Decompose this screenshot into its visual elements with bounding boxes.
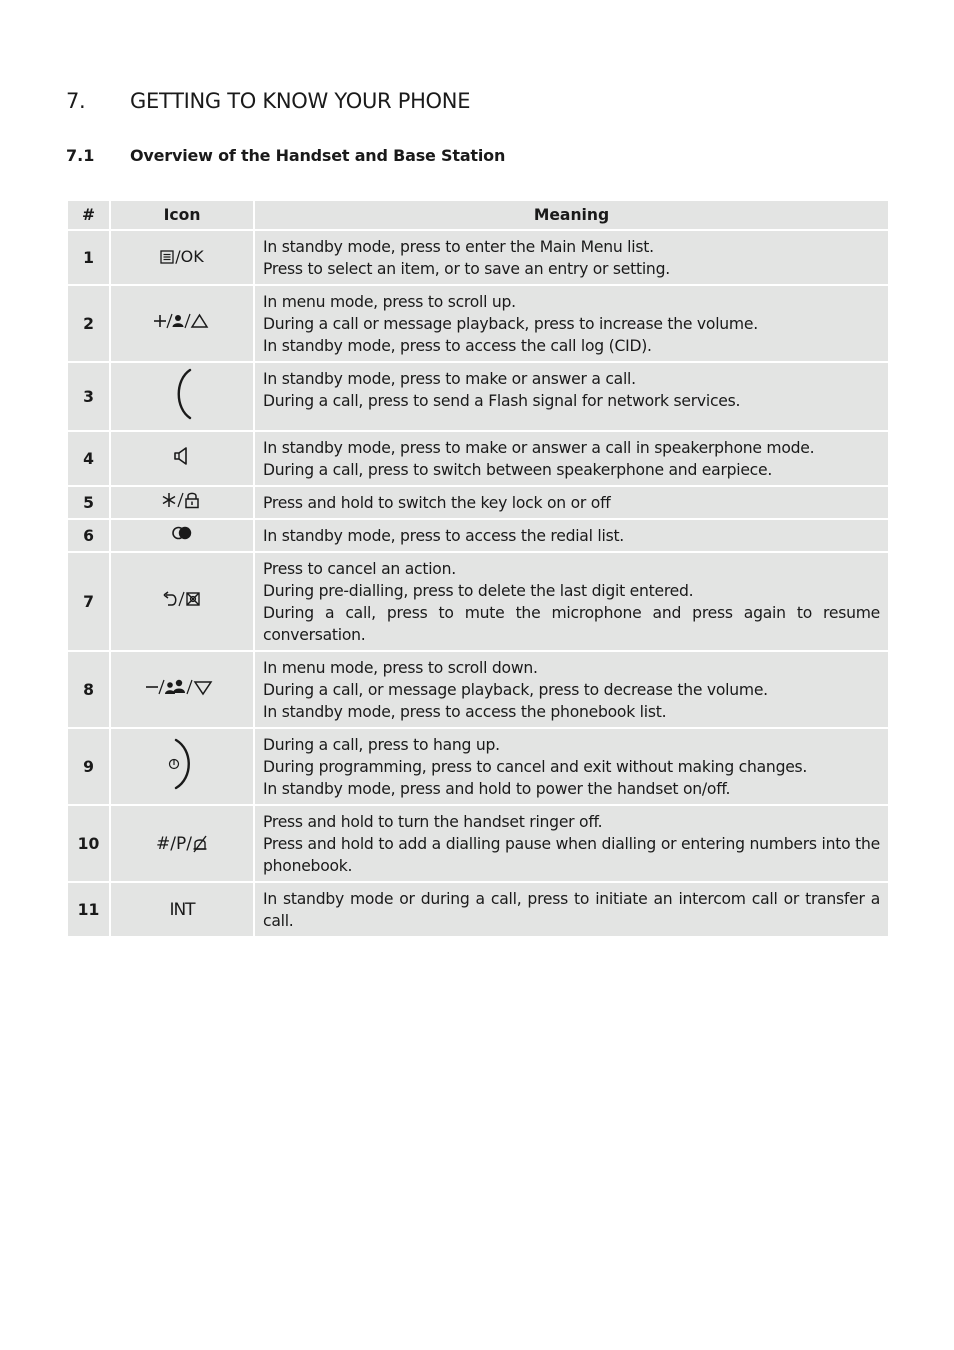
redial-icon <box>171 525 193 541</box>
icon-cell <box>111 883 253 936</box>
intercom-label: INT <box>169 899 195 920</box>
meaning-line: In standby mode, press to access the phonebook list. <box>263 703 667 721</box>
meaning-line: In menu mode, press to scroll down. <box>263 659 538 677</box>
row-number: 3 <box>68 363 109 430</box>
row-number: 8 <box>68 652 109 727</box>
table-row <box>68 363 888 430</box>
meaning-cell <box>255 286 888 361</box>
table-row <box>68 652 888 727</box>
meaning-line: During a call, press to switch between speakerphone and earpiece. <box>263 461 773 479</box>
meaning-line: In menu mode, press to scroll up. <box>263 293 516 311</box>
section-title: GETTING TO KNOW YOUR PHONE <box>130 89 471 113</box>
meaning-line: In standby mode, press to make or answer a call. <box>263 370 636 388</box>
meaning-line: In standby mode, press and hold to power the handset on/off. <box>263 780 731 798</box>
meaning-cell <box>255 806 888 881</box>
subsection-title: Overview of the Handset and Base Station <box>130 146 506 165</box>
meaning-line: Press to select an item, or to save an entry or setting. <box>263 260 670 278</box>
meaning-line: During a call or message playback, press to increase the volume. <box>263 315 758 333</box>
plus-caller-up-icon <box>153 312 211 330</box>
meaning-cell <box>255 487 888 518</box>
row-number: 5 <box>68 487 109 518</box>
star-lock-icon <box>161 491 203 509</box>
meaning-cell <box>255 553 888 650</box>
meaning-line: Press and hold to turn the handset ringer off. <box>263 813 603 831</box>
table-row <box>68 806 888 881</box>
meaning-cell <box>255 729 888 804</box>
icon-cell <box>111 520 253 551</box>
table-row <box>68 432 888 485</box>
talk-handset-icon <box>169 368 195 420</box>
table-row <box>68 883 888 936</box>
icon-cell <box>111 806 253 881</box>
meaning-line: During a call, press to send a Flash signal for network services. <box>263 392 741 410</box>
row-number: 11 <box>68 883 109 936</box>
key-overview-table <box>66 199 890 938</box>
row-number: 2 <box>68 286 109 361</box>
menu-ok-icon <box>160 246 203 268</box>
table-row <box>68 520 888 551</box>
icon-cell <box>111 487 253 518</box>
meaning-cell <box>255 231 888 284</box>
intercom-icon <box>169 899 194 921</box>
icon-cell <box>111 286 253 361</box>
table-row <box>68 286 888 361</box>
icon-cell <box>111 432 253 485</box>
row-number: 9 <box>68 729 109 804</box>
icon-cell <box>111 729 253 804</box>
icon-cell <box>111 553 253 650</box>
icon-cell <box>111 231 253 284</box>
meaning-line: During pre-dialling, press to delete the last digit entered. <box>263 582 694 600</box>
row-number: 1 <box>68 231 109 284</box>
table-row <box>68 231 888 284</box>
meaning-line: Press and hold to add a dialling pause when dialling or entering numbers into the phonebook. <box>263 835 880 875</box>
table-header-row <box>68 201 888 229</box>
meaning-line: During a call, or message playback, press to decrease the volume. <box>263 681 768 699</box>
subsection-number: 7.1 <box>66 146 95 165</box>
table-row <box>68 729 888 804</box>
meaning-line: In standby mode or during a call, press to initiate an intercom call or transfer a call. <box>263 890 880 930</box>
icon-cell <box>111 363 253 430</box>
ok-label: /OK <box>175 246 204 266</box>
meaning-line: Press and hold to switch the key lock on or off <box>263 494 611 512</box>
header-meaning: Meaning <box>255 201 888 229</box>
row-number: 10 <box>68 806 109 881</box>
meaning-cell <box>255 520 888 551</box>
header-number: # <box>68 201 109 229</box>
section-number: 7. <box>66 89 86 113</box>
header-icon: Icon <box>111 201 253 229</box>
row-number: 7 <box>68 553 109 650</box>
meaning-cell <box>255 432 888 485</box>
meaning-line: During programming, press to cancel and exit without making changes. <box>263 758 808 776</box>
hash-pause-label: #/P/ <box>156 833 192 854</box>
end-power-icon <box>167 738 197 790</box>
meaning-line: During a call, press to hang up. <box>263 736 500 754</box>
meaning-cell <box>255 363 888 430</box>
row-number: 6 <box>68 520 109 551</box>
hash-pause-ringer-off-icon <box>156 833 208 855</box>
meaning-line: During a call, press to mute the microphone and press again to resume conversation. <box>263 604 880 644</box>
table-row <box>68 553 888 650</box>
speaker-icon <box>173 446 191 466</box>
row-number: 4 <box>68 432 109 485</box>
meaning-cell <box>255 652 888 727</box>
meaning-line: In standby mode, press to access the call log (CID). <box>263 337 652 355</box>
icon-cell <box>111 652 253 727</box>
meaning-line: In standby mode, press to access the redial list. <box>263 527 625 545</box>
minus-phonebook-down-icon <box>145 677 219 697</box>
meaning-line: In standby mode, press to enter the Main Menu list. <box>263 238 654 256</box>
meaning-cell <box>255 883 888 936</box>
meaning-line: In standby mode, press to make or answer a call in speakerphone mode. <box>263 439 815 457</box>
back-mute-icon <box>163 590 201 608</box>
meaning-line: Press to cancel an action. <box>263 560 456 578</box>
table-row <box>68 487 888 518</box>
ringer-off-icon <box>192 834 208 854</box>
